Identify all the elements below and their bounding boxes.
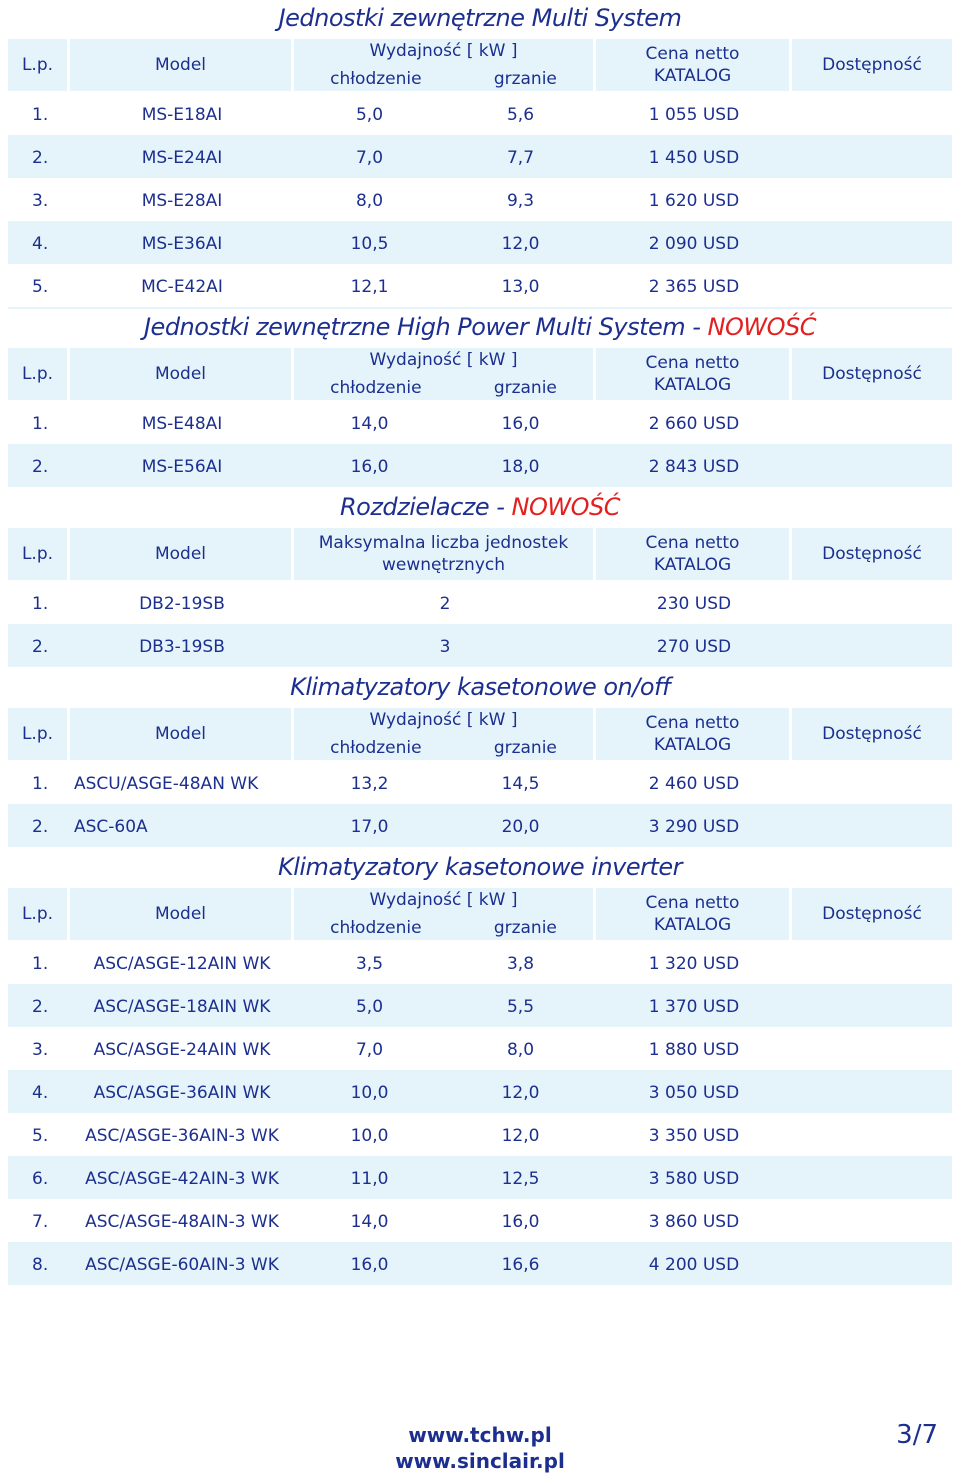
price-table bbox=[8, 345, 952, 489]
header-availability: Dostępność bbox=[822, 364, 922, 384]
table-row: 1. ASCU/ASGE-48AN WK 13,2 14,5 2 460 USD bbox=[8, 763, 952, 806]
table-row: 2. MS-E56AI 16,0 18,0 2 843 USD bbox=[8, 446, 952, 489]
table-row: 8. ASC/ASGE-60AIN-3 WK 16,0 16,6 4 200 USD bbox=[8, 1244, 952, 1287]
table-header bbox=[8, 525, 952, 583]
table-header bbox=[8, 345, 952, 403]
table-row: 5. MC-E42AI 12,1 13,0 2 365 USD bbox=[8, 266, 952, 309]
section-multi-system bbox=[0, 0, 960, 309]
table-row: 3. MS-E28AI 8,0 9,3 1 620 USD bbox=[8, 180, 952, 223]
table-row: 1. ASC/ASGE-12AIN WK 3,5 3,8 1 320 USD bbox=[8, 943, 952, 986]
header-price: Cena netto KATALOG bbox=[596, 888, 792, 940]
table-row: 7. ASC/ASGE-48AIN-3 WK 14,0 16,0 3 860 USD bbox=[8, 1201, 952, 1244]
table-row: 1. MS-E18AI 5,0 5,6 1 055 USD bbox=[8, 94, 952, 137]
header-price: Cena netto KATALOG bbox=[596, 528, 792, 580]
header-capacity: Wydajność [ kW ] chłodzenie grzanie bbox=[294, 888, 596, 940]
new-badge: NOWOŚĆ bbox=[511, 493, 621, 521]
footer-websites bbox=[380, 1422, 580, 1474]
table-row: 2. MS-E24AI 7,0 7,7 1 450 USD bbox=[8, 137, 952, 180]
section-cassette-onoff bbox=[0, 669, 960, 849]
footer-link-tchw[interactable]: www.tchw.pl bbox=[408, 1423, 552, 1447]
header-price: Cena netto KATALOG bbox=[596, 39, 792, 91]
header-model: Model bbox=[70, 528, 294, 580]
page-number: 3/7 bbox=[896, 1420, 938, 1450]
table-header bbox=[8, 705, 952, 763]
header-model: Model bbox=[70, 39, 294, 91]
table-row: 4. ASC/ASGE-36AIN WK 10,0 12,0 3 050 USD bbox=[8, 1072, 952, 1115]
section-cassette-inverter bbox=[0, 849, 960, 1287]
header-capacity: Wydajność [ kW ] chłodzenie grzanie bbox=[294, 348, 596, 400]
section-high-power bbox=[0, 309, 960, 489]
price-table bbox=[8, 705, 952, 849]
header-lp: L.p. bbox=[8, 708, 70, 760]
table-row: 2. ASC-60A 17,0 20,0 3 290 USD bbox=[8, 806, 952, 849]
header-model: Model bbox=[70, 888, 294, 940]
table-header bbox=[8, 36, 952, 94]
section-title: Jednostki zewnętrzne High Power Multi System - NOWOŚĆ bbox=[143, 313, 817, 341]
price-table bbox=[8, 885, 952, 1287]
footer-link-sinclair[interactable]: www.sinclair.pl bbox=[395, 1449, 565, 1473]
table-header bbox=[8, 885, 952, 943]
header-capacity: Wydajność [ kW ] chłodzenie grzanie bbox=[294, 39, 596, 91]
price-table bbox=[8, 36, 952, 309]
table-row: 3. ASC/ASGE-24AIN WK 7,0 8,0 1 880 USD bbox=[8, 1029, 952, 1072]
table-row: 1. DB2-19SB 2 230 USD bbox=[8, 583, 952, 626]
header-lp: L.p. bbox=[8, 39, 70, 91]
table-row: 6. ASC/ASGE-42AIN-3 WK 11,0 12,5 3 580 USD bbox=[8, 1158, 952, 1201]
section-title: Jednostki zewnętrzne Multi System bbox=[278, 4, 682, 32]
header-capacity: Wydajność [ kW ] chłodzenie grzanie bbox=[294, 708, 596, 760]
header-availability: Dostępność bbox=[822, 724, 922, 744]
header-price: Cena netto KATALOG bbox=[596, 708, 792, 760]
header-max-units: Maksymalna liczba jednostek wewnętrznych bbox=[294, 528, 596, 580]
table-row: 5. ASC/ASGE-36AIN-3 WK 10,0 12,0 3 350 USD bbox=[8, 1115, 952, 1158]
header-model: Model bbox=[70, 348, 294, 400]
header-lp: L.p. bbox=[8, 348, 70, 400]
header-price: Cena netto KATALOG bbox=[596, 348, 792, 400]
price-table bbox=[8, 525, 952, 669]
header-availability: Dostępność bbox=[822, 544, 922, 564]
new-badge: NOWOŚĆ bbox=[707, 313, 817, 341]
header-lp: L.p. bbox=[8, 888, 70, 940]
section-title: Klimatyzatory kasetonowe on/off bbox=[290, 673, 670, 701]
section-title: Klimatyzatory kasetonowe inverter bbox=[277, 853, 682, 881]
header-availability: Dostępność bbox=[822, 904, 922, 924]
header-model: Model bbox=[70, 708, 294, 760]
table-row: 1. MS-E48AI 14,0 16,0 2 660 USD bbox=[8, 403, 952, 446]
table-row: 4. MS-E36AI 10,5 12,0 2 090 USD bbox=[8, 223, 952, 266]
header-availability: Dostępność bbox=[822, 55, 922, 75]
header-lp: L.p. bbox=[8, 528, 70, 580]
table-row: 2. ASC/ASGE-18AIN WK 5,0 5,5 1 370 USD bbox=[8, 986, 952, 1029]
table-row: 2. DB3-19SB 3 270 USD bbox=[8, 626, 952, 669]
section-distributors bbox=[0, 489, 960, 669]
section-title: Rozdzielacze - NOWOŚĆ bbox=[339, 493, 621, 521]
